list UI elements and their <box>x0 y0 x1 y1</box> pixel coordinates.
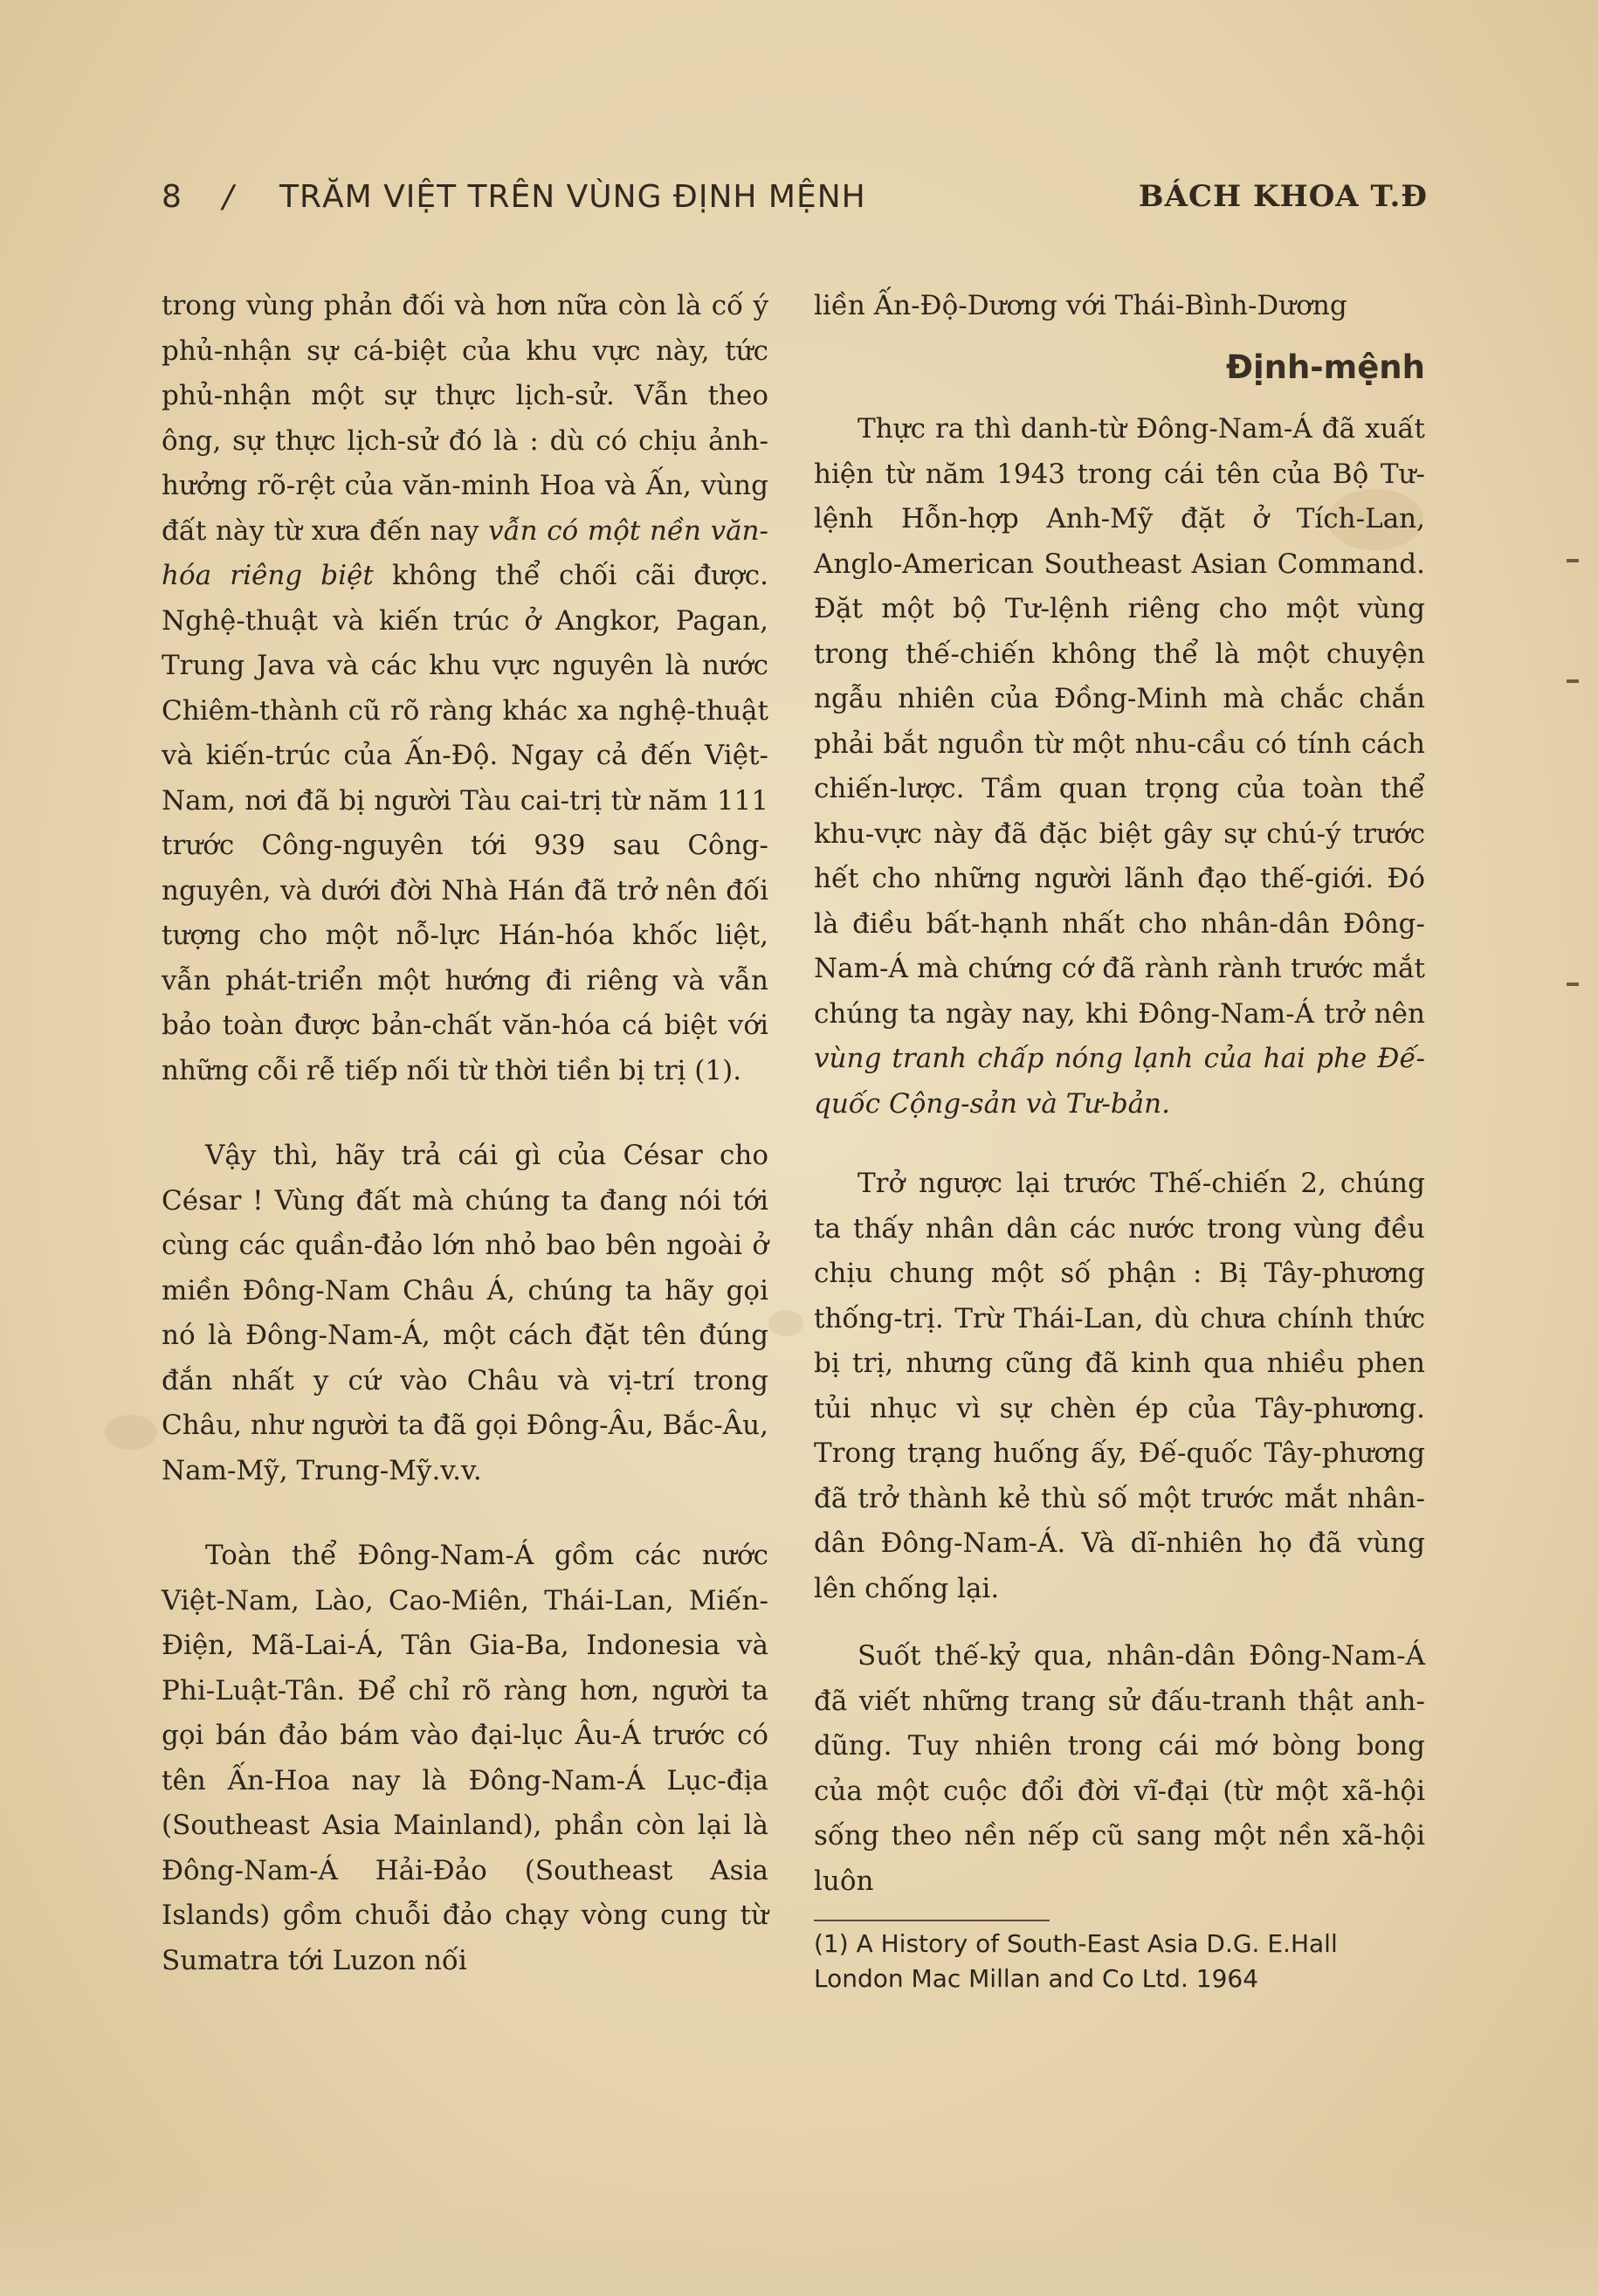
running-title: TRĂM VIỆT TRÊN VÙNG ĐỊNH MỆNH <box>279 179 866 215</box>
footnote: (1) A History of South-East Asia D.G. E.Hall London Mac Millan and Co Ltd. 1964 <box>814 1929 1338 1993</box>
paragraph-text: trong vùng phản đối và hơn nữa còn là cố ý phủ-nhận sự cá-biệt của khu vực này, tức phủ-nhận một sự thực lịch-sử. Vẫn theo ông, sự thực lịch-sử đó là : dù có chịu ảnh-hưởng rõ-rệt của văn-minh Hoa và Ấn, vùng đất này từ xưa đến nay <box>162 290 768 547</box>
paper-edge-mark <box>1567 559 1579 562</box>
paragraph-text: Thực ra thì danh-từ Đông-Nam-Á đã xuất hiện từ năm 1943 trong cái tên của Bộ Tư-lệnh Hỗn-hợp Anh-Mỹ đặt ở Tích-Lan, Anglo-American Southeast Asian Command. Đặt một bộ Tư-lệnh riêng cho một vùng trong thế-chiến không thể là một chuyện ngẫu nhiên của Đồng-Minh mà chắc chắn phải bắt nguồn từ một nhu-cầu có tính cách chiến-lược. Tầm quan trọng của toàn thể khu-vực này đã đặc biệt gây sự chú-ý trước hết cho những người lãnh đạo thế-giới. Đó là điều bất-hạnh nhất cho nhân-dân Đông-Nam-Á mà chứng cớ đã rành rành trước mắt chúng ta ngày nay, khi Đông-Nam-Á trở nên <box>814 413 1425 1030</box>
paragraph-emphasis: vẫn có một nền văn-hóa riêng biệt <box>162 514 768 591</box>
paragraph-emphasis: vùng tranh chấp nóng lạnh của hai phe Đế-quốc Cộng-sản và Tư-bản. <box>814 1043 1425 1120</box>
paragraph: Suốt thế-kỷ qua, nhân-dân Đông-Nam-Á đã viết những trang sử đấu-tranh thật anh-dũng. Tuy nhiên trong cái mớ bòng bong của một cuộc đổi đời vĩ-đại (từ một xã-hội sống theo nền nếp cũ sang một nền xã-hội luôn <box>814 1640 1425 1897</box>
paragraph: Trở ngược lại trước Thế-chiến 2, chúng ta thấy nhân dân các nước trong vùng đều chịu chung một số phận : Bị Tây-phương thống-trị. Trừ Thái-Lan, dù chưa chính thức bị trị, nhưng cũng đã kinh qua nhiều phen tủi nhục vì sự chèn ép của Tây-phương. Trong trạng huống ấy, Đế-quốc Tây-phương đã trở thành kẻ thù số một trước mắt nhân-dân Đông-Nam-Á. Và dĩ-nhiên họ đã vùng lên chống lại. <box>814 1168 1425 1604</box>
paragraph <box>162 284 768 1093</box>
bottom-edge-shading <box>0 2174 1598 2296</box>
paper-stain <box>768 1310 803 1336</box>
paper-stain <box>105 1415 157 1450</box>
paragraph-text: không thể chối cãi được. Nghệ-thuật và kiến trúc ở Angkor, Pagan, Trung Java và các khu vực nguyên là nước Chiêm-thành cũ rõ ràng khác xa nghệ-thuật và kiến-trúc của Ấn-Độ. Ngay cả đến Việt-Nam, nơi đã bị người Tàu cai-trị từ năm 111 trước Công-nguyên tới 939 sau Công-nguyên, và dưới đời Nhà Hán đã trở nên đối tượng cho một nỗ-lực Hán-hóa khốc liệt, vẫn phát-triển một hướng đi riêng và vẫn bảo toàn được bản-chất văn-hóa cá biệt với những cỗi rễ tiếp nối từ thời tiền bị trị (1). <box>162 560 768 1086</box>
section-heading: Định-mệnh <box>1225 348 1425 386</box>
paper-edge-mark <box>1567 983 1579 986</box>
paragraph: Vậy thì, hãy trả cái gì của César cho César ! Vùng đất mà chúng ta đang nói tới cùng các quần-đảo lớn nhỏ bao bên ngoài ở miền Đông-Nam Châu Á, chúng ta hãy gọi nó là Đông-Nam-Á, một cách đặt tên đúng đắn nhất y cứ vào Châu và vị-trí trong Châu, như người ta đã gọi Đông-Âu, Bắc-Âu, Nam-Mỹ, Trung-Mỹ.v.v. <box>162 1140 768 1486</box>
publication-name: BÁCH KHOA T.Đ <box>1138 179 1428 214</box>
header-separator: / <box>223 179 235 215</box>
page-number: 8 <box>162 179 183 215</box>
left-column <box>162 284 768 1983</box>
paragraph: Toàn thể Đông-Nam-Á gồm các nước Việt-Nam, Lào, Cao-Miên, Thái-Lan, Miến-Điện, Mã-Lai-Á, Tân Gia-Ba, Indonesia và Phi-Luật-Tân. Để chỉ rõ ràng hơn, người ta gọi bán đảo bám vào đại-lục Âu-Á trước có tên Ấn-Hoa nay là Đông-Nam-Á Lục-địa (Southeast Asia Mainland), phần còn lại là Đông-Nam-Á Hải-Đảo (Southeast Asia Islands) gồm chuỗi đảo chạy vòng cung từ Sumatra tới Luzon nối <box>162 1540 768 1976</box>
paragraph: liền Ấn-Độ-Dương với Thái-Bình-Dương <box>814 290 1347 321</box>
running-header <box>162 179 1428 231</box>
paper-edge-mark <box>1567 679 1579 683</box>
footnote-divider <box>814 1920 1050 1921</box>
right-column <box>814 284 1425 1996</box>
paragraph <box>814 407 1425 1127</box>
